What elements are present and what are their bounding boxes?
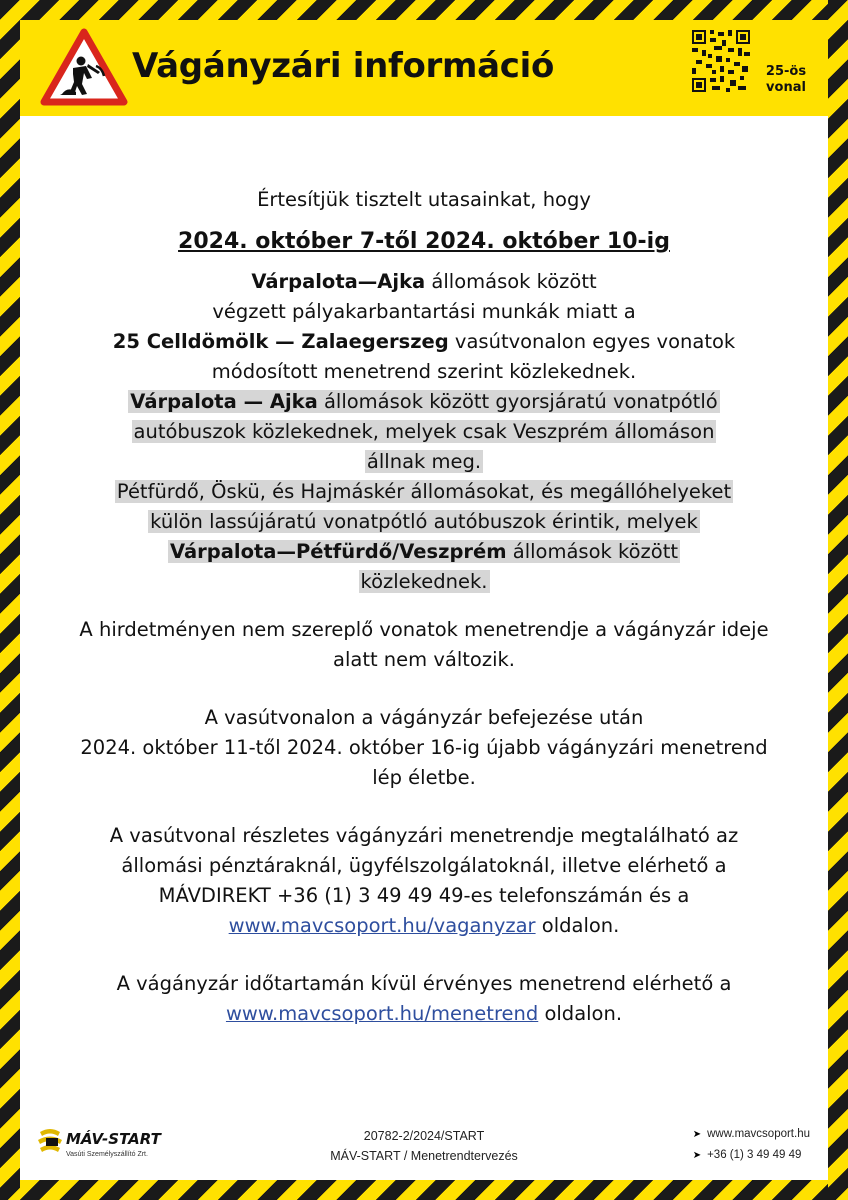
contact-web[interactable]: www.mavcsoport.hu bbox=[707, 1128, 810, 1140]
intro-text: Értesítjük tisztelt utasainkat, hogy bbox=[257, 188, 591, 211]
paragraph-2-line-3: állnak meg. bbox=[366, 450, 482, 473]
line-badge bbox=[756, 64, 816, 96]
paragraph-1-line-4: módosított menetrend szerint közlekednek. bbox=[211, 360, 637, 383]
header-banner bbox=[20, 20, 828, 116]
paragraph-6-line-2: állomási pénztáraknál, ügyfélszolgálatoknál, illetve elérhető a bbox=[121, 854, 727, 877]
paragraph-2 bbox=[40, 387, 808, 477]
paragraph-3 bbox=[40, 477, 808, 597]
contact-web-row[interactable] bbox=[693, 1124, 810, 1145]
warning-roadworks-icon bbox=[40, 28, 128, 106]
paragraph-6-line-3: MÁVDIREKT +36 (1) 3 49 49 49-es telefonszámán és a bbox=[158, 884, 690, 907]
paragraph-5-line-3: lép életbe. bbox=[372, 766, 476, 789]
contact-block bbox=[693, 1124, 810, 1166]
hazard-stripe-left bbox=[0, 0, 20, 1200]
paragraph-4-line-2: alatt nem változik. bbox=[333, 648, 515, 671]
route-bold: Várpalota—Pétfürdő/Veszprém bbox=[169, 540, 507, 563]
paragraph-7-after: oldalon. bbox=[538, 1002, 623, 1025]
page-title: Vágányzári információ bbox=[132, 46, 555, 86]
hazard-stripe-bottom bbox=[0, 1180, 848, 1200]
paragraph-1 bbox=[40, 267, 808, 387]
paragraph-5-line-1: A vasútvonalon a vágányzár befejezése után bbox=[204, 706, 644, 729]
vaganyzar-link[interactable]: www.mavcsoport.hu/vaganyzar bbox=[228, 914, 536, 937]
line-badge-word: vonal bbox=[766, 80, 806, 95]
line-name: 25 Celldömölk — Zalaegerszeg bbox=[112, 330, 449, 353]
paragraph-3-line-1: Pétfürdő, Öskü, és Hajmáskér állomásokat, és megállóhelyeket bbox=[116, 480, 732, 503]
date-range: 2024. október 7-től 2024. október 10-ig bbox=[178, 229, 670, 254]
logo-text: MÁV-START bbox=[66, 1130, 161, 1148]
line-badge-number: 25-ös bbox=[765, 64, 807, 79]
paragraph-6-line-1: A vasútvonal részletes vágányzári menetrendje megtalálható az bbox=[109, 824, 739, 847]
highlight-line bbox=[168, 540, 680, 563]
contact-phone[interactable]: +36 (1) 3 49 49 49 bbox=[707, 1149, 802, 1161]
hazard-stripe-top bbox=[0, 0, 848, 20]
paragraph-1-text-b: vasútvonalon egyes vonatok bbox=[448, 330, 736, 353]
paragraph-3-line-4: közlekednek. bbox=[360, 570, 488, 593]
notice-body bbox=[40, 185, 808, 1029]
reference-department: MÁV-START / Menetrendtervezés bbox=[330, 1149, 518, 1163]
paragraph-2-line-2: autóbuszok közlekednek, melyek csak Veszprém állomáson bbox=[133, 420, 715, 443]
route-varpalota-ajka: Várpalota—Ajka bbox=[251, 270, 426, 293]
paragraph-5-line-2: 2024. október 11-től 2024. október 16-ig újabb vágányzári menetrend bbox=[80, 736, 768, 759]
paragraph-1-line-2: végzett pályakarbantartási munkák miatt a bbox=[212, 300, 636, 323]
footer bbox=[20, 1110, 828, 1180]
paragraph-1-text-a: állomások között bbox=[425, 270, 597, 293]
paragraph-2-text-a: állomások között gyorsjáratú vonatpótló bbox=[317, 390, 718, 413]
paragraph-4 bbox=[40, 615, 808, 675]
qr-code-icon[interactable] bbox=[692, 30, 750, 92]
paragraph-6-after: oldalon. bbox=[535, 914, 620, 937]
paragraph-6 bbox=[40, 821, 808, 941]
paragraph-3-line-2: külön lassújáratú vonatpótló autóbuszok érintik, melyek bbox=[150, 510, 698, 533]
paragraph-5 bbox=[40, 703, 808, 793]
arrow-right-icon: ➤ bbox=[692, 1150, 702, 1161]
reference-number: 20782-2/2024/START bbox=[363, 1129, 485, 1143]
route-bold: Várpalota — Ajka bbox=[130, 390, 318, 413]
menetrend-link[interactable]: www.mavcsoport.hu/menetrend bbox=[225, 1002, 539, 1025]
logo-subtext: Vasúti Személyszállító Zrt. bbox=[66, 1151, 148, 1158]
paragraph-7-line-1: A vágányzár időtartamán kívül érvényes menetrend elérhető a bbox=[116, 972, 732, 995]
highlight-line bbox=[128, 390, 719, 413]
paragraph-7 bbox=[40, 969, 808, 1029]
contact-phone-row[interactable] bbox=[693, 1145, 810, 1166]
paragraph-3-text: állomások között bbox=[506, 540, 679, 563]
arrow-right-icon: ➤ bbox=[692, 1129, 702, 1140]
paragraph-4-line-1: A hirdetményen nem szereplő vonatok menetrendje a vágányzár ideje bbox=[79, 618, 769, 641]
hazard-stripe-right bbox=[828, 0, 848, 1200]
